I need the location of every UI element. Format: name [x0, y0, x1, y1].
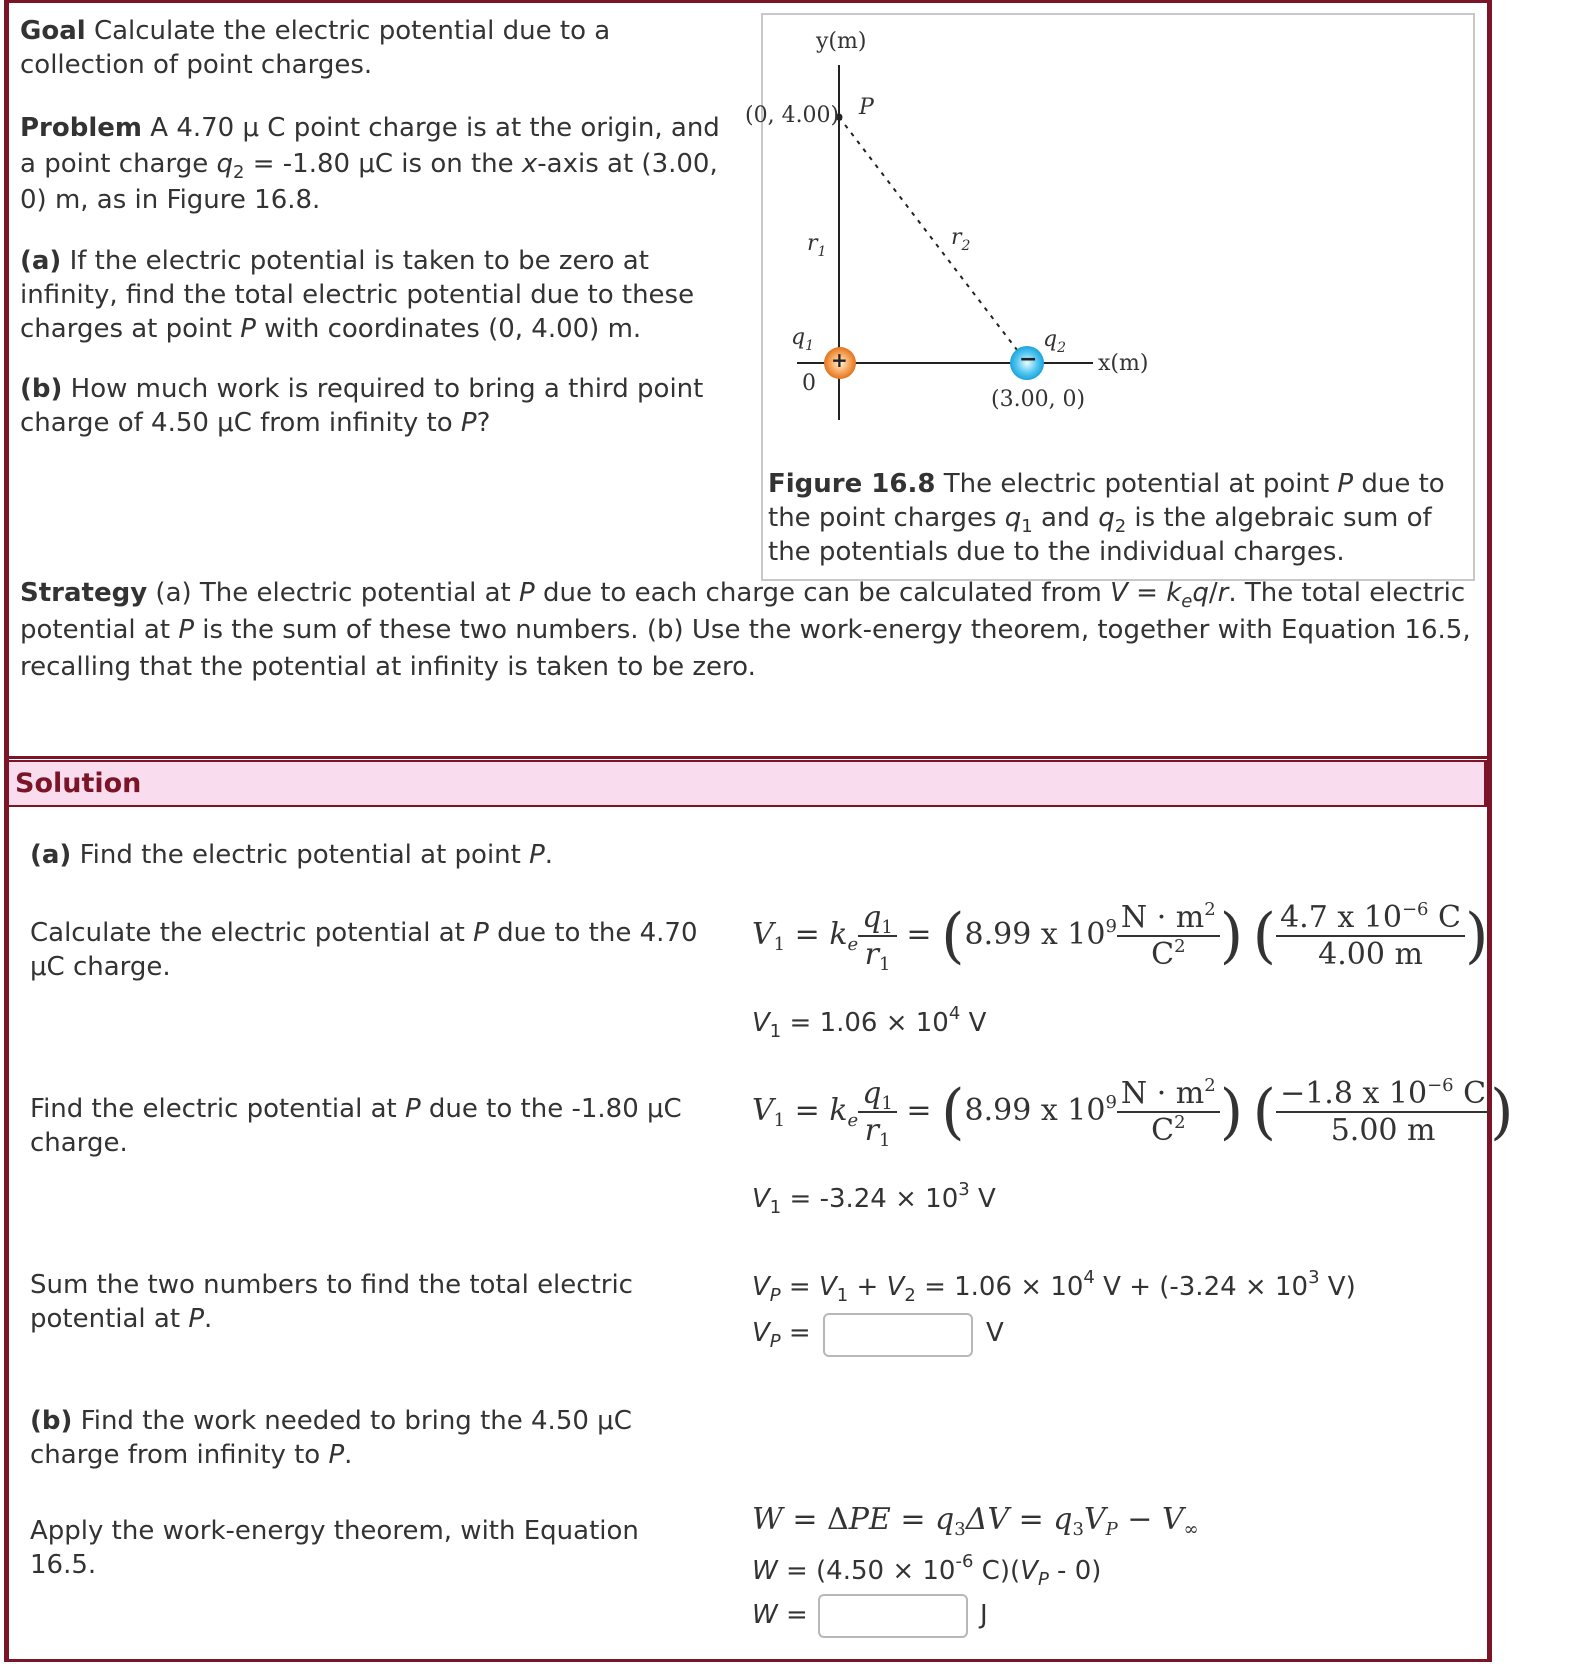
- x-axis-label: x(m): [1098, 351, 1149, 376]
- q2-coordinate-label: (3.00, 0): [991, 387, 1086, 412]
- goal-text: Goal Calculate the electric potential due to a collection of point charges.: [20, 16, 611, 80]
- sum-equation: $V_P = V_1 + V_2 = 1.06 \times 10^4$ $V + (-3.24 \times 10^3$ V): [752, 1267, 1356, 1306]
- step3-text: Sum the two numbers to find the total electric potential at P.: [30, 1270, 633, 1334]
- figure-caption: Figure 16.8 The electric potential at point P due to the point charges $q_1$ and $q_2$ is the algebraic sum of the potentials due to the individual charges.: [768, 469, 1445, 567]
- y-axis-label: y(m): [816, 29, 867, 54]
- equation-v1: $V_1 = k_e$ $\frac{q_1}{r_1}$ = (8.99 x $10^9$ $\frac{N \cdot m^2}{C^2}$ ) ( $\frac{4.7 x 10^{-6} C}{4.00 m}$ ): [752, 899, 1489, 975]
- q2-label: $q_2$: [1043, 327, 1067, 356]
- work-substitution: $W = (4.50 \times 10^{-6}$ $C)(V_P - 0)$: [752, 1551, 1102, 1590]
- result-v2: $V_1 = -3.24 \times 10^3$ V: [752, 1179, 996, 1218]
- r2-dashed-line: [839, 117, 1027, 363]
- section-divider: [9, 756, 1487, 759]
- work-energy-equation: $W = \Delta PE = q_3\Delta V = q_3V_P - V_\infty$: [752, 1502, 1199, 1540]
- vp-answer-label: $V_P$ =: [752, 1318, 811, 1352]
- solution-part-a-heading: (a) Find the electric potential at point P.: [30, 840, 554, 870]
- vp-answer-input[interactable]: [823, 1313, 973, 1357]
- solution-part-b-heading: (b) Find the work needed to bring the 4.50 μC charge from infinity to P.: [30, 1406, 632, 1470]
- figure-16-8: [745, 13, 1475, 581]
- part-b-question: (b) How much work is required to bring a third point charge of 4.50 μC from infinity to P?: [20, 374, 704, 438]
- r1-label: $r_1$: [807, 231, 827, 260]
- charge-diagram: [763, 15, 1473, 460]
- equation-v2: $V_1 = k_e$ $\frac{q_1}{r_1}$ = (8.99 x $10^9$ $\frac{N \cdot m^2}{C^2}$ ) ( $\frac{-1.8 x 10^{-6} C}{5.00 m}$ ): [752, 1075, 1514, 1151]
- w-answer-label: W =: [752, 1600, 808, 1630]
- vp-unit: V: [986, 1318, 1004, 1348]
- result-v1: $V_1 = 1.06 \times 10^4$ V: [752, 1003, 987, 1042]
- plus-sign-icon: +: [831, 348, 848, 372]
- solution-header: [9, 760, 1487, 807]
- step4-text: Apply the work-energy theorem, with Equation 16.5.: [30, 1516, 639, 1580]
- w-answer-input[interactable]: [818, 1594, 968, 1638]
- origin-label: 0: [802, 371, 816, 396]
- w-unit: J: [980, 1600, 988, 1630]
- point-p-label: P: [859, 95, 874, 120]
- q1-label: $q_1$: [791, 325, 815, 354]
- r2-label: $r_2$: [951, 225, 971, 254]
- part-a-question: (a) If the electric potential is taken to be zero at infinity, find the total electric potential due to these charges at point P with coordinates (0, 4.00) m.: [20, 246, 695, 344]
- strategy-text: Strategy (a) The electric potential at P due to each charge can be calculated from $V = k_eq/r$. The total electric potential at P is the sum of these two numbers. (b) Use the work-energy theorem, together with Equation 16.5, recalling that the potential at infinity is taken to be zero.: [20, 578, 1471, 682]
- problem-text: Problem A 4.70 μ C point charge is at the origin, and a point charge $q_2 = -1.80$ μC is on the x-axis at (3.00, 0) m, as in Figure 16.8.: [20, 113, 720, 215]
- point-p-coordinates: (0, 4.00): [745, 103, 840, 128]
- step2-text: Find the electric potential at P due to the -1.80 μC charge.: [30, 1094, 682, 1158]
- step1-text: Calculate the electric potential at P due to the 4.70 μC charge.: [30, 918, 698, 982]
- solution-title: Solution: [15, 768, 142, 799]
- minus-sign-icon: −: [1019, 347, 1038, 372]
